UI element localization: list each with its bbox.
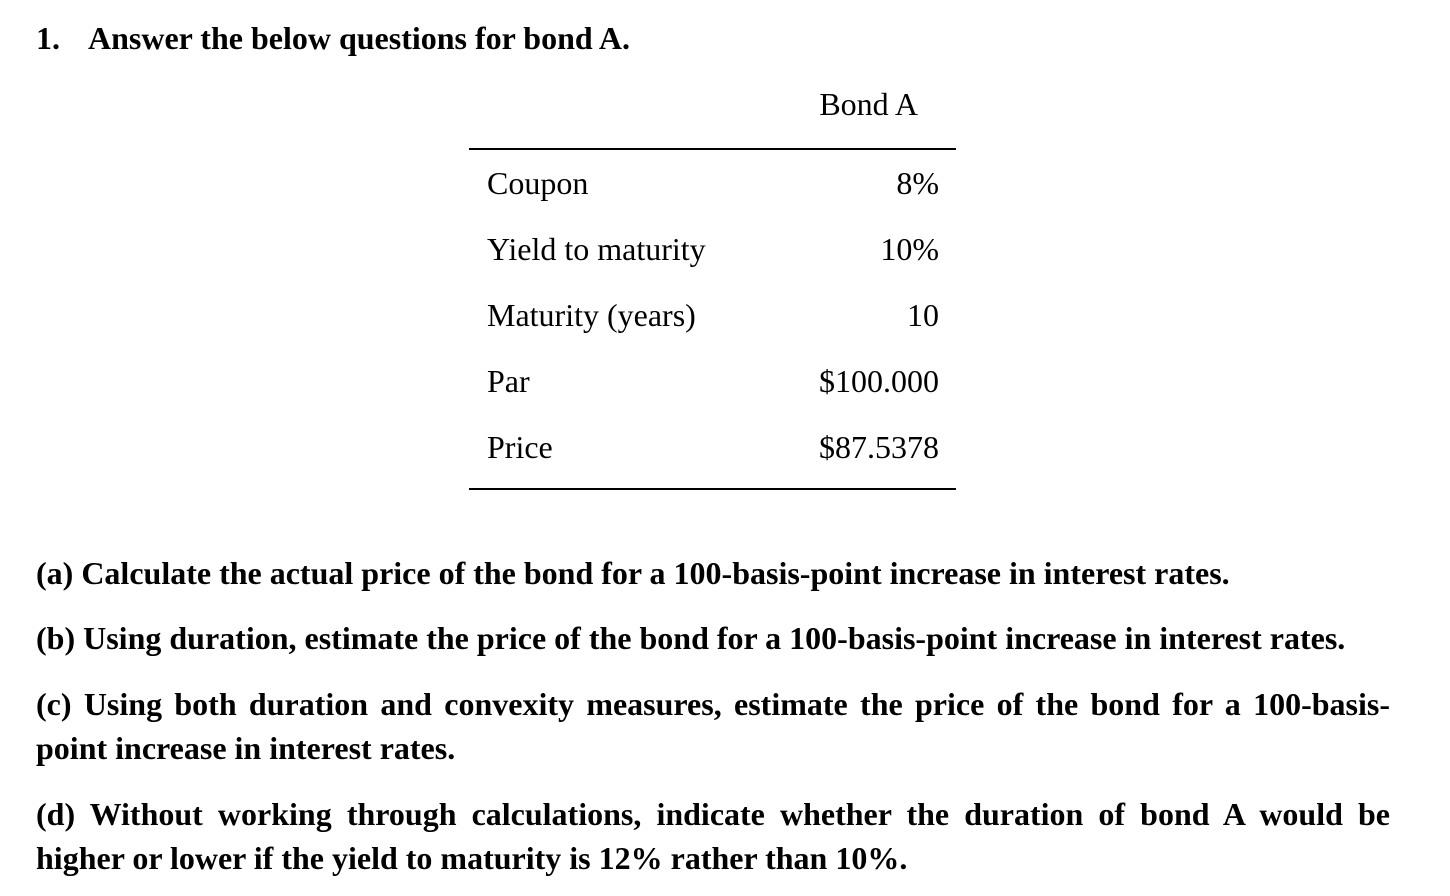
table-row-yield-to-maturity [469, 216, 956, 282]
table-row-par [469, 348, 956, 414]
row-label: Par [487, 362, 530, 399]
question-heading [36, 16, 630, 60]
row-value: 10% [880, 230, 939, 267]
table-row-price [469, 414, 956, 480]
question-number: 1. [36, 20, 60, 56]
question-d: (d) Without working through calculations, indicate whether the duration of bond A would be higher or lower if the yield to maturity is 12% rather than 10%. [36, 796, 1390, 876]
row-label: Yield to maturity [487, 230, 706, 267]
row-value: $87.5378 [819, 428, 939, 465]
question-b: (b) Using duration, estimate the price of the bond for a 100-basis-point increase in interest rates. [36, 620, 1346, 656]
column-header-bond-a: Bond A [819, 86, 918, 122]
row-label: Price [487, 428, 553, 465]
row-value: $100.000 [819, 362, 939, 399]
row-value: 8% [896, 164, 939, 201]
question-c: (c) Using both duration and convexity measures, estimate the price of the bond for a 100-basis-point increase in interest rates. [36, 686, 1390, 766]
row-value: 10 [907, 296, 939, 333]
row-label: Coupon [487, 164, 589, 201]
table-row-coupon [469, 150, 956, 216]
question-a: (a) Calculate the actual price of the bond for a 100-basis-point increase in interest rates. [36, 555, 1230, 591]
bond-table [469, 80, 956, 490]
row-label: Maturity (years) [487, 296, 696, 333]
table-bottom-rule [469, 488, 956, 490]
question-title: Answer the below questions for bond A. [88, 20, 631, 56]
table-row-maturity [469, 282, 956, 348]
